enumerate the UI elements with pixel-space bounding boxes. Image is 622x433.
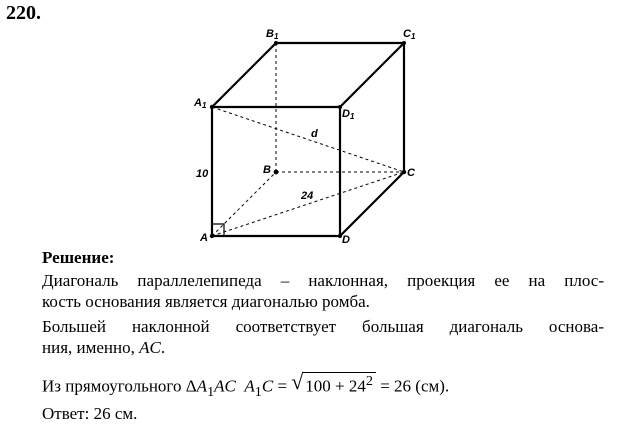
- diagonal-a1c: [212, 107, 404, 172]
- label-height: 10: [196, 168, 209, 180]
- paragraph-1: [42, 270, 604, 312]
- label-base-diagonal: 24: [301, 190, 314, 202]
- point-a: [210, 234, 214, 238]
- label-b: B: [263, 164, 271, 176]
- edge-c1-d1: [340, 43, 404, 107]
- label-d-diagonal: d: [311, 128, 318, 140]
- point-c1: [402, 41, 406, 45]
- visible-edges: [212, 43, 404, 236]
- point-a1: [210, 105, 214, 109]
- point-b: [274, 170, 279, 175]
- paragraph-1-line-1: Диагональ параллелепипеда – наклонная, проекция ее на плос-: [42, 271, 604, 290]
- formula-line: Из прямоугольного $\Delta A_1AC$ $A_1C$ = √ $100 + 24^2 = 26$ (см).: [42, 369, 450, 401]
- paragraph-2-line-2: ния, именно, AC.: [42, 338, 166, 357]
- answer-line: Ответ: 26 см.: [42, 404, 138, 423]
- problem-number: 220.: [6, 2, 41, 24]
- point-c: [402, 170, 406, 174]
- point-b1: [274, 41, 278, 45]
- label-b1: B1: [266, 28, 279, 41]
- paragraph-2-line-1: Большей наклонной соответствует большая диагональ основа-: [42, 317, 604, 336]
- diagonal-ac: [212, 172, 404, 236]
- label-c1: C1: [403, 28, 416, 41]
- label-a1: A1: [194, 97, 207, 110]
- edge-c-d: [340, 172, 404, 236]
- square-root: √ $100 + 24^2$: [291, 372, 376, 397]
- paragraph-2: [42, 316, 604, 358]
- label-d: D: [342, 234, 350, 246]
- solution-heading: Решение:: [42, 248, 115, 267]
- edge-a1-b1: [212, 43, 276, 107]
- edge-a-b: [212, 172, 276, 236]
- label-a: A: [200, 232, 208, 244]
- paragraph-1-line-2: кость основания является диагональю ромба.: [42, 292, 370, 311]
- label-c: C: [407, 167, 415, 179]
- label-d1: D1: [342, 108, 355, 121]
